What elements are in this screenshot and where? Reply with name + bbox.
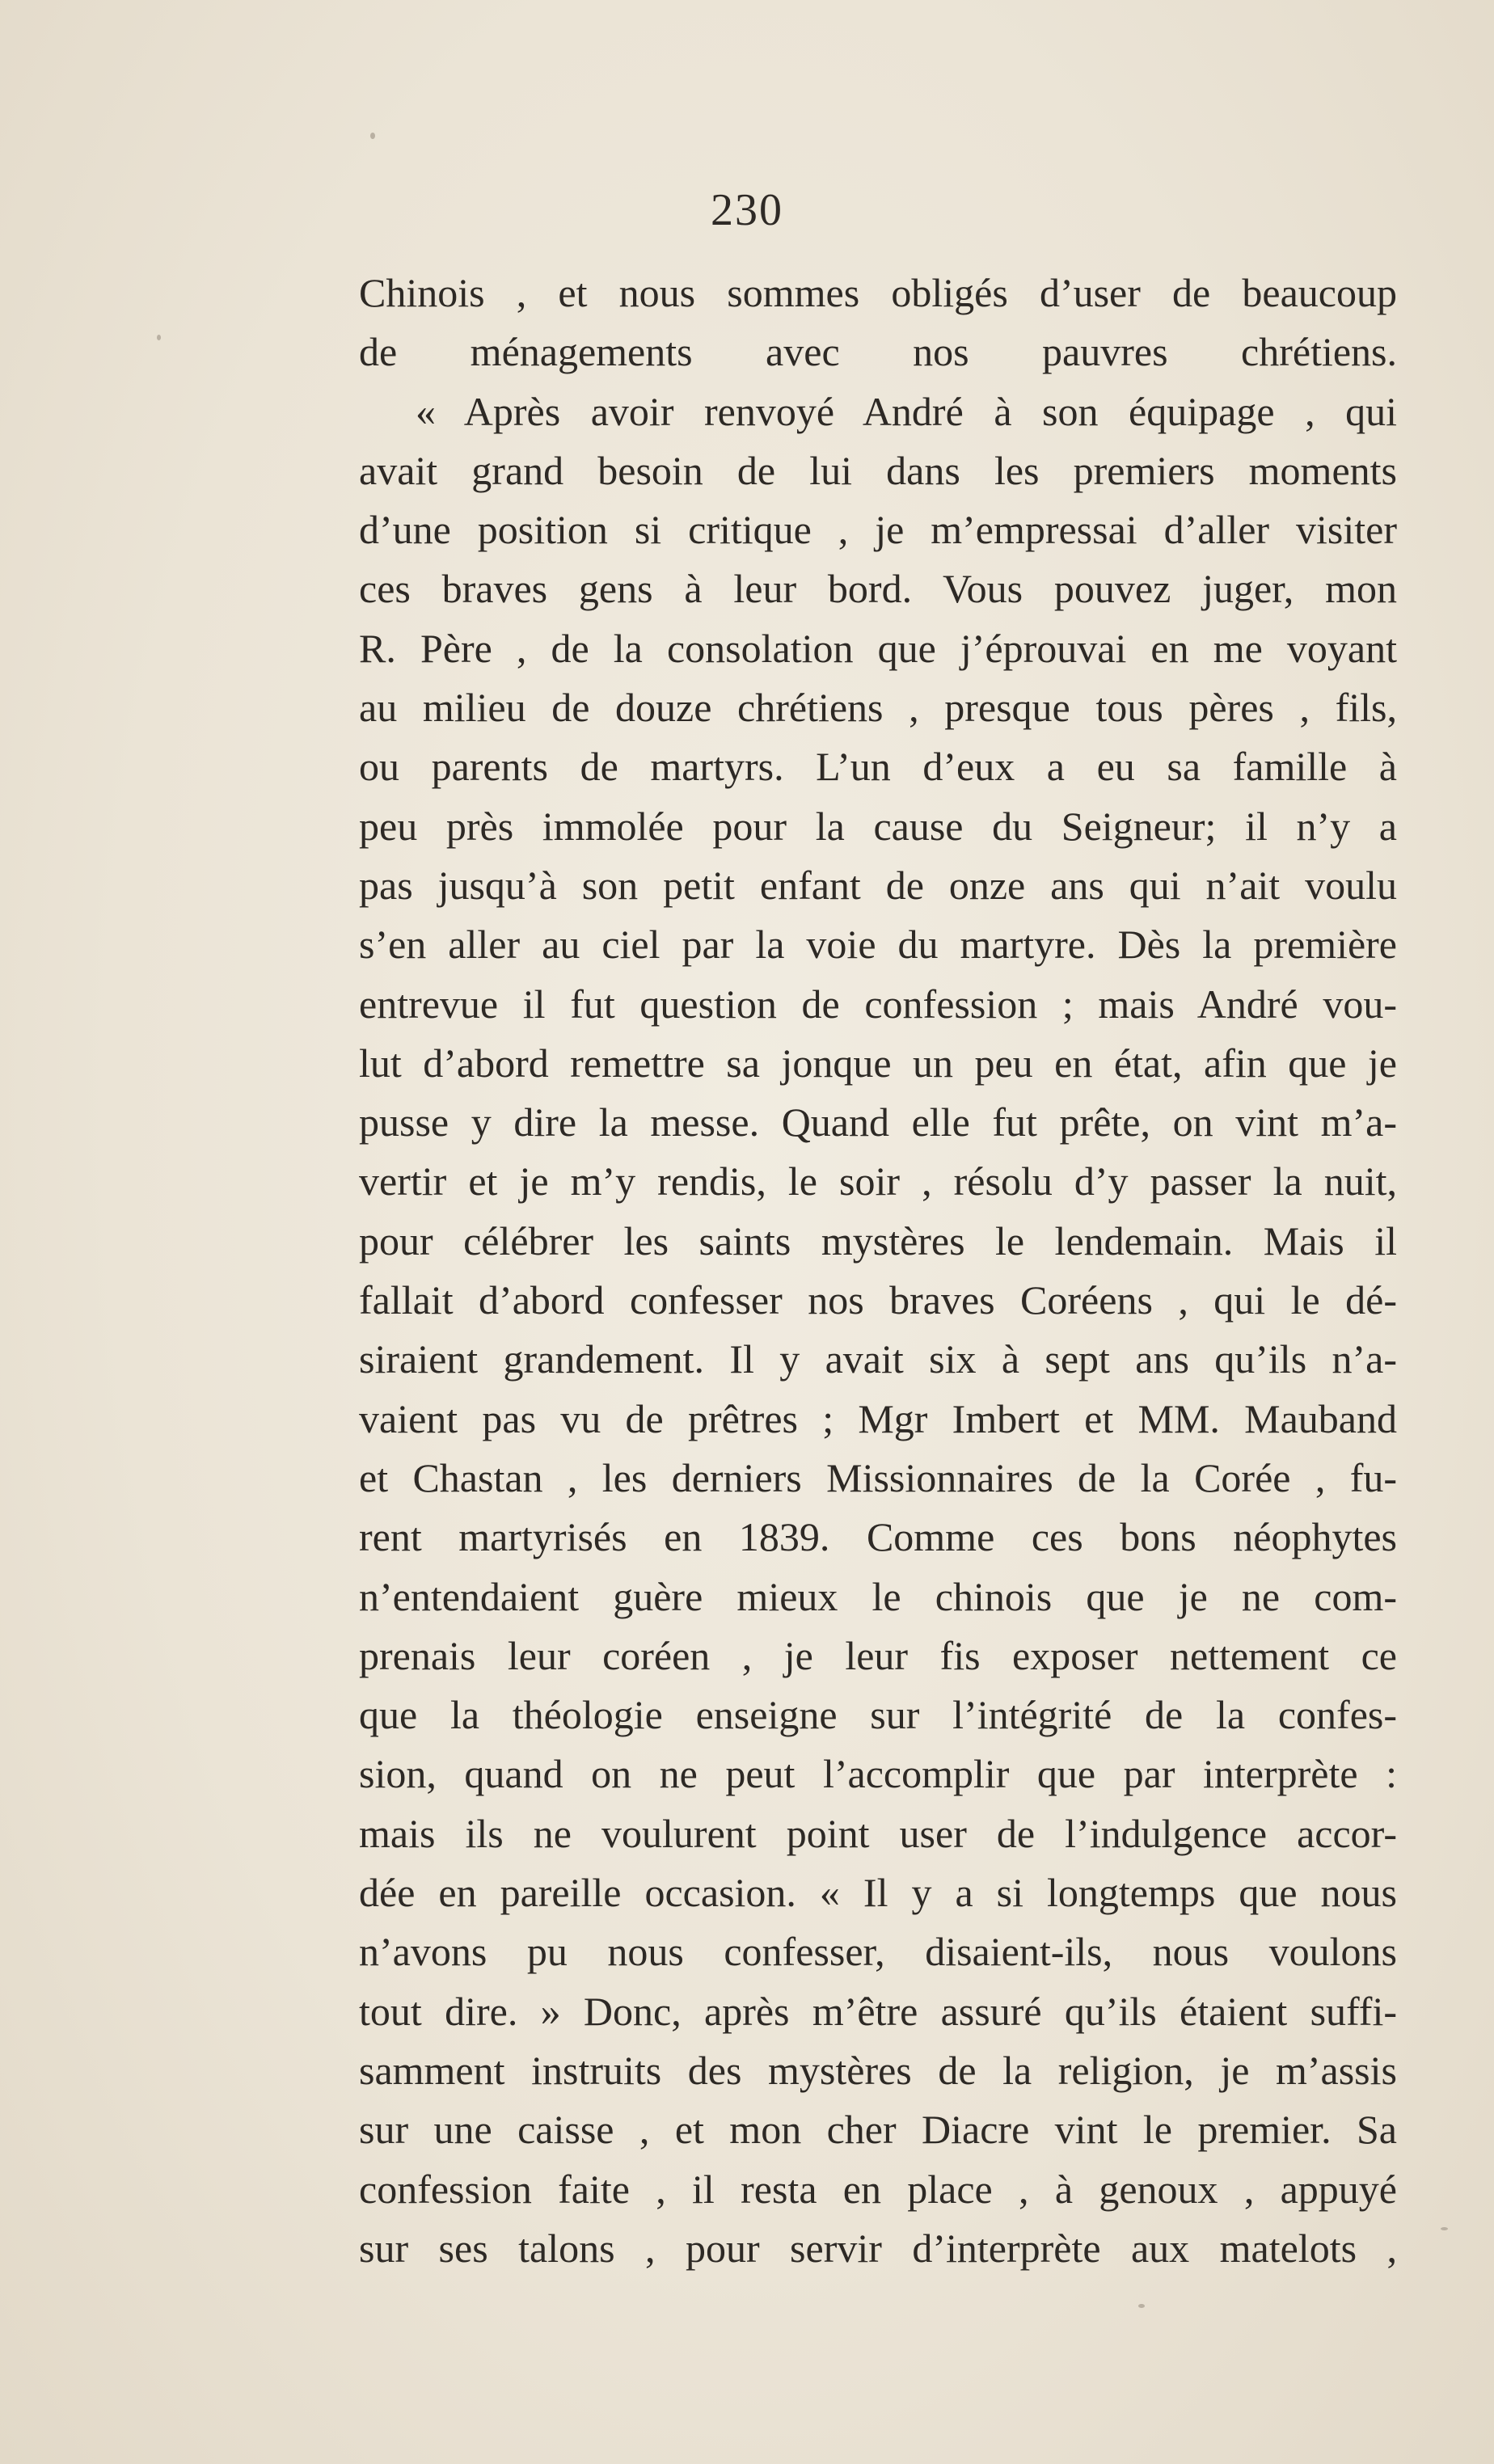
- text-line: fallait d’abord confesser nos braves Coréens , qui le dé-: [359, 1277, 1397, 1323]
- text-line: confession faite , il resta en place , à genoux , appuyé: [359, 2166, 1397, 2212]
- text-line: au milieu de douze chrétiens , presque tous pères , fils,: [359, 685, 1397, 731]
- text-line: ces braves gens à leur bord. Vous pouvez juger, mon: [359, 566, 1397, 612]
- text-line: et Chastan , les derniers Missionnaires de la Corée , fu-: [359, 1454, 1397, 1500]
- text-line: entrevue il fut question de confession ; mais André vou-: [359, 981, 1397, 1027]
- text-line: de ménagements avec nos pauvres chrétiens.: [359, 329, 1397, 375]
- text-line: n’entendaient guère mieux le chinois que je ne com-: [359, 1573, 1397, 1619]
- text-line: avait grand besoin de lui dans les premiers moments: [359, 447, 1397, 493]
- text-line: samment instruits des mystères de la religion, je m’assis: [359, 2047, 1397, 2093]
- body-text: [359, 264, 1397, 2278]
- paper-speck: [370, 133, 375, 139]
- text-line: Chinois , et nous sommes obligés d’user de beaucoup: [359, 270, 1397, 315]
- text-line: lut d’abord remettre sa jonque un peu en état, afin que je: [359, 1040, 1397, 1086]
- text-line: pusse y dire la messe. Quand elle fut prête, on vint m’a-: [359, 1099, 1397, 1146]
- paper-speck: [157, 335, 161, 340]
- text-line: pour célébrer les saints mystères le lendemain. Mais il: [359, 1217, 1397, 1264]
- text-line: dée en pareille occasion. « Il y a si longtemps que nous: [359, 1870, 1397, 1916]
- text-line: vertir et je m’y rendis, le soir , résolu d’y passer la nuit,: [359, 1158, 1397, 1205]
- paper-speck: [1138, 2304, 1145, 2308]
- text-line: n’avons pu nous confesser, disaient-ils, nous voulons: [359, 1929, 1397, 1975]
- text-line: sur une caisse , et mon cher Diacre vint le premier. Sa: [359, 2107, 1397, 2153]
- text-line: tout dire. » Donc, après m’être assuré qu’ils étaient suffi-: [359, 1988, 1397, 2034]
- text-line: prenais leur coréen , je leur fis exposer nettement ce: [359, 1632, 1397, 1678]
- text-line: siraient grandement. Il y avait six à sept ans qu’ils n’a-: [359, 1336, 1397, 1382]
- text-line: que la théologie enseigne sur l’intégrité de la confes-: [359, 1692, 1397, 1738]
- paper-speck: [1441, 2227, 1448, 2230]
- text-line: sur ses talons , pour servir d’interprète aux matelots ,: [359, 2225, 1397, 2271]
- text-line: ou parents de martyrs. L’un d’eux a eu sa famille à: [359, 744, 1397, 790]
- text-line: peu près immolée pour la cause du Seigneur; il n’y a: [359, 803, 1397, 849]
- text-line: R. Père , de la consolation que j’éprouvai en me voyant: [359, 625, 1397, 671]
- text-line: s’en aller au ciel par la voie du martyre. Dès la première: [359, 922, 1397, 968]
- text-line: vaient pas vu de prêtres ; Mgr Imbert et MM. Mauband: [359, 1395, 1397, 1441]
- text-line: mais ils ne voulurent point user de l’indulgence accor-: [359, 1810, 1397, 1856]
- text-line: rent martyrisés en 1839. Comme ces bons néophytes: [359, 1514, 1397, 1560]
- page-number: 230: [711, 185, 783, 235]
- text-line: sion, quand on ne peut l’accomplir que par interprète :: [359, 1751, 1397, 1797]
- text-line: pas jusqu’à son petit enfant de onze ans qui n’ait voulu: [359, 862, 1397, 908]
- text-line: « Après avoir renvoyé André à son équipage , qui: [416, 388, 1397, 434]
- text-line: d’une position si critique , je m’empressai d’aller visiter: [359, 507, 1397, 553]
